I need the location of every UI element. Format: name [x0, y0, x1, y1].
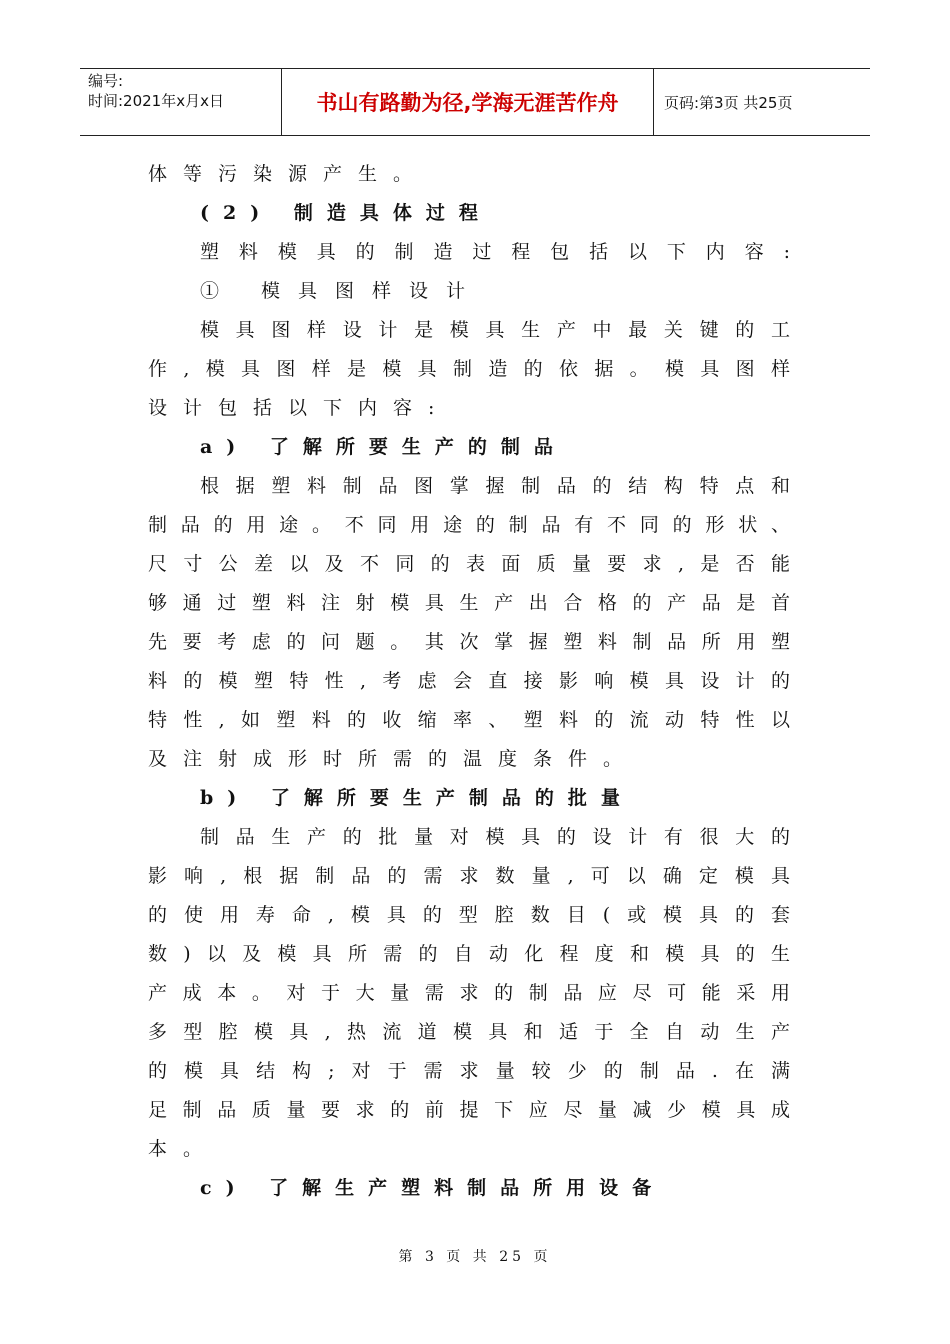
text-line: 设计包括以下内容:: [148, 397, 451, 419]
document-body: [148, 155, 790, 1208]
page-header: [80, 68, 870, 136]
text-line: 影响,根据制品的需求数量,可以确定模具: [148, 865, 790, 887]
text-line: 塑料模具的制造过程包括以下内容:: [200, 241, 790, 263]
item-heading: b) 了解所要生产制品的批量: [200, 787, 634, 809]
text-line: 本。: [148, 1138, 219, 1160]
text-line: 及注射成形时所需的温度条件。: [148, 748, 639, 770]
text-line: 多型腔模具,热流道模具和适于全自动生产: [148, 1021, 790, 1043]
page-footer: 第 3 页 共 25 页: [398, 1249, 552, 1265]
text-line: 特性,如塑料的收缩率、塑料的流动特性以: [148, 709, 790, 731]
text-line: 模具图样设计是模具生产中最关键的工: [200, 319, 790, 341]
text-line: 尺寸公差以及不同的表面质量要求,是否能: [148, 553, 790, 575]
item-heading: a) 了解所要生产的制品: [200, 436, 567, 458]
item-heading: c) 了解生产塑料制品所用设备: [200, 1177, 666, 1199]
header-motto: 书山有路勤为径,学海无涯苦作舟: [282, 69, 654, 135]
date-label: 时间:2021年x月x日: [88, 92, 224, 110]
text-line: 根据塑料制品图掌握制品的结构特点和: [200, 475, 790, 497]
section-heading: (2) 制造具体过程: [200, 202, 492, 224]
text-line: 料的模塑特性,考虑会直接影响模具设计的: [148, 670, 790, 692]
text-line: 的使用寿命,模具的型腔数目(或模具的套: [148, 904, 790, 926]
text-line: 制品生产的批量对模具的设计有很大的: [200, 826, 790, 848]
text-line: 足制品质量要求的前提下应尽量减少模具成: [148, 1099, 790, 1121]
text-line: 制品的用途。不同用途的制品有不同的形状、: [148, 514, 790, 536]
header-page-info: 页码:第3页 共25页: [664, 93, 793, 112]
text-line: 数)以及模具所需的自动化程度和模具的生: [148, 943, 790, 965]
subsection-title: ① 模具图样设计: [200, 280, 484, 302]
text-line: 先要考虑的问题。其次掌握塑料制品所用塑: [148, 631, 790, 653]
text-line: 产成本。对于大量需求的制品应尽可能采用: [148, 982, 790, 1004]
number-label: 编号:: [88, 72, 124, 90]
text-line: 作,模具图样是模具制造的依据。模具图样: [148, 358, 790, 380]
header-meta: [80, 69, 282, 135]
text-line: 体等污染源产生。: [148, 163, 429, 185]
text-line: 的模具结构;对于需求量较少的制品.在满: [148, 1060, 790, 1082]
text-line: 够通过塑料注射模具生产出合格的产品是首: [148, 592, 790, 614]
